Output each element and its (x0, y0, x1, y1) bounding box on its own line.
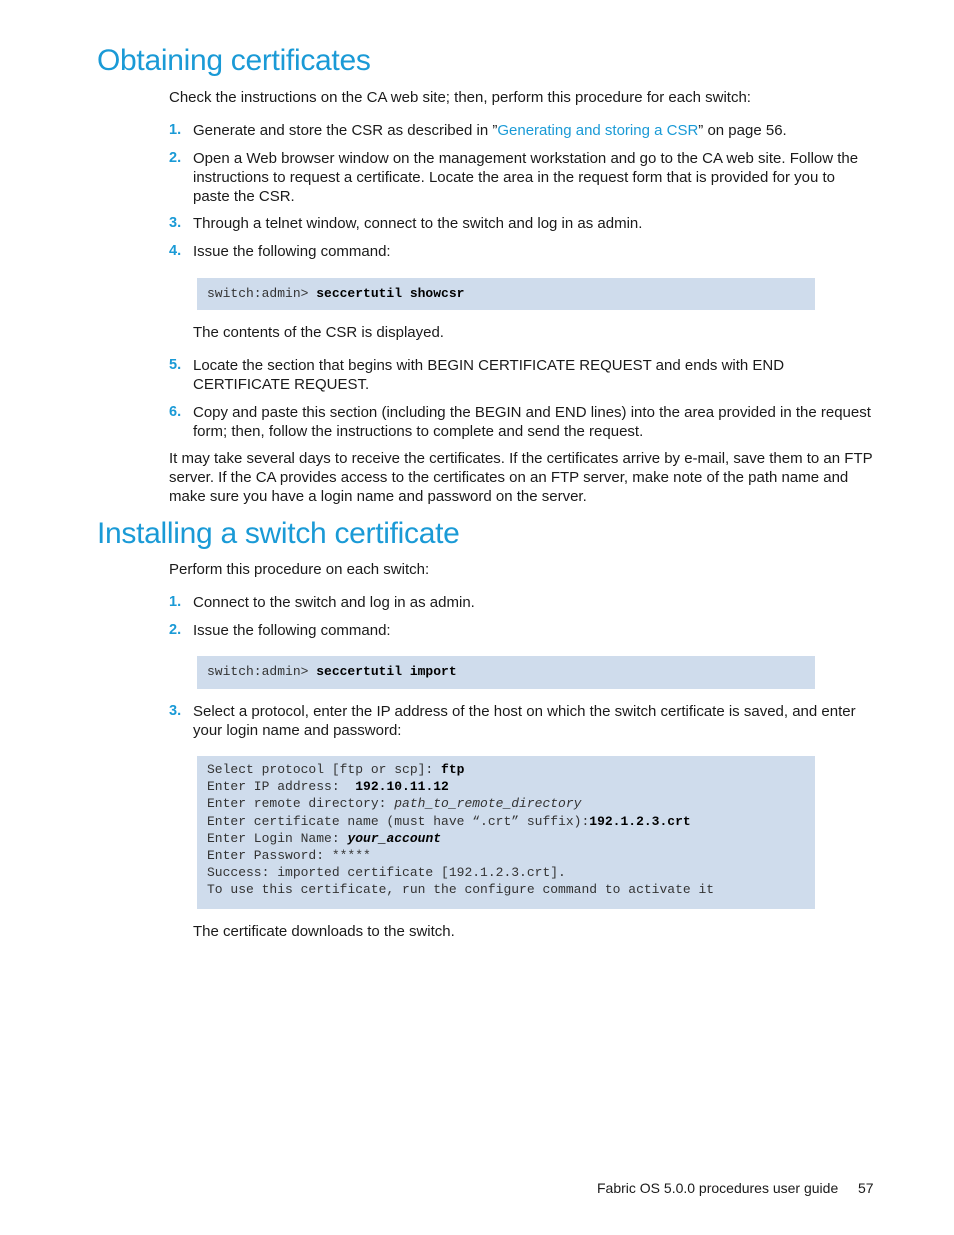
code-line: Enter Password: ***** (207, 848, 371, 864)
section-title-obtaining-certificates: Obtaining certificates (97, 44, 371, 77)
step-number: 5. (169, 357, 182, 373)
section1-step-4 (169, 242, 874, 261)
step-text: Select a protocol, enter the IP address of the host on which the switch certificate is saved, and enter your login name and password: (193, 703, 856, 739)
step-text: Locate the section that begins with BEGIN CERTIFICATE REQUEST and ends with END CERTIFICATE REQUEST. (193, 357, 785, 393)
section1-step-6 (169, 403, 874, 441)
code-line: Select protocol [ftp or scp]: ftp (207, 762, 465, 777)
step-text: Copy and paste this section (including the BEGIN and END lines) into the area provided in the request form; then, follow the instructions to complete and send the request. (193, 404, 871, 440)
code-prompt: switch:admin> (207, 286, 317, 301)
section2-step-3 (169, 702, 874, 740)
section1-outro: It may take several days to receive the certificates. If the certificates arrive by e-mail, save them to an FTP server. If the CA provides access to the certificates on an FTP server, make note of the path name and make sure you have a login name and password on the server. (169, 450, 873, 505)
generating-storing-csr-link[interactable]: Generating and storing a CSR (497, 122, 699, 139)
footer-guide-title: Fabric OS 5.0.0 procedures user guide (597, 1180, 839, 1196)
step-text: Through a telnet window, connect to the switch and log in as admin. (193, 215, 643, 232)
step-number: 6. (169, 404, 182, 420)
section1-step-3 (169, 214, 874, 233)
code-line: Enter remote directory: path_to_remote_directory (207, 796, 582, 812)
step-text: Connect to the switch and log in as admin. (193, 594, 475, 611)
step1-text-after: ” on page 56. (698, 122, 787, 139)
step-number: 4. (169, 243, 182, 259)
section2-step-2 (169, 621, 874, 640)
code-line: Enter IP address: 192.10.11.12 (207, 779, 449, 795)
step-text: Issue the following command: (193, 243, 391, 260)
code-command: seccertutil showcsr (316, 286, 465, 301)
code-line: Success: imported certificate [192.1.2.3.crt]. (207, 865, 566, 881)
step-text: Issue the following command: (193, 622, 391, 639)
code-block-showcsr (197, 278, 815, 310)
code-block-import-session (197, 756, 815, 909)
step-number: 2. (169, 622, 182, 638)
code3-note: The certificate downloads to the switch. (193, 923, 455, 940)
code-line: To use this certificate, run the configure command to activate it (207, 882, 715, 898)
section2-step-1 (169, 593, 874, 612)
step-text: Open a Web browser window on the management workstation and go to the CA web site. Follow the instructions to request a certificate. Locate the area in the request form that is provided for you to paste the CSR. (193, 150, 859, 205)
step1-text-before: Generate and store the CSR as described in ” (193, 122, 498, 139)
code-block-import (197, 656, 815, 689)
step-number: 1. (169, 594, 182, 610)
section1-step-5 (169, 356, 874, 394)
step-number: 3. (169, 703, 182, 719)
section1-intro: Check the instructions on the CA web site; then, perform this procedure for each switch: (169, 89, 751, 106)
section1-step-2 (169, 149, 874, 206)
code1-note: The contents of the CSR is displayed. (193, 324, 444, 341)
footer-page-number: 57 (858, 1180, 874, 1196)
section2-intro: Perform this procedure on each switch: (169, 561, 430, 578)
section-title-installing-switch-certificate: Installing a switch certificate (97, 517, 460, 550)
step-number: 3. (169, 215, 182, 231)
code-prompt: switch:admin> (207, 664, 317, 679)
step-number: 1. (169, 122, 182, 138)
code-command: seccertutil import (316, 664, 457, 679)
step-number: 2. (169, 150, 182, 166)
section1-step-1 (169, 121, 874, 140)
code-line: Enter certificate name (must have “.crt” suffix):192.1.2.3.crt (207, 813, 691, 829)
code-line: Enter Login Name: your_account (207, 830, 442, 846)
